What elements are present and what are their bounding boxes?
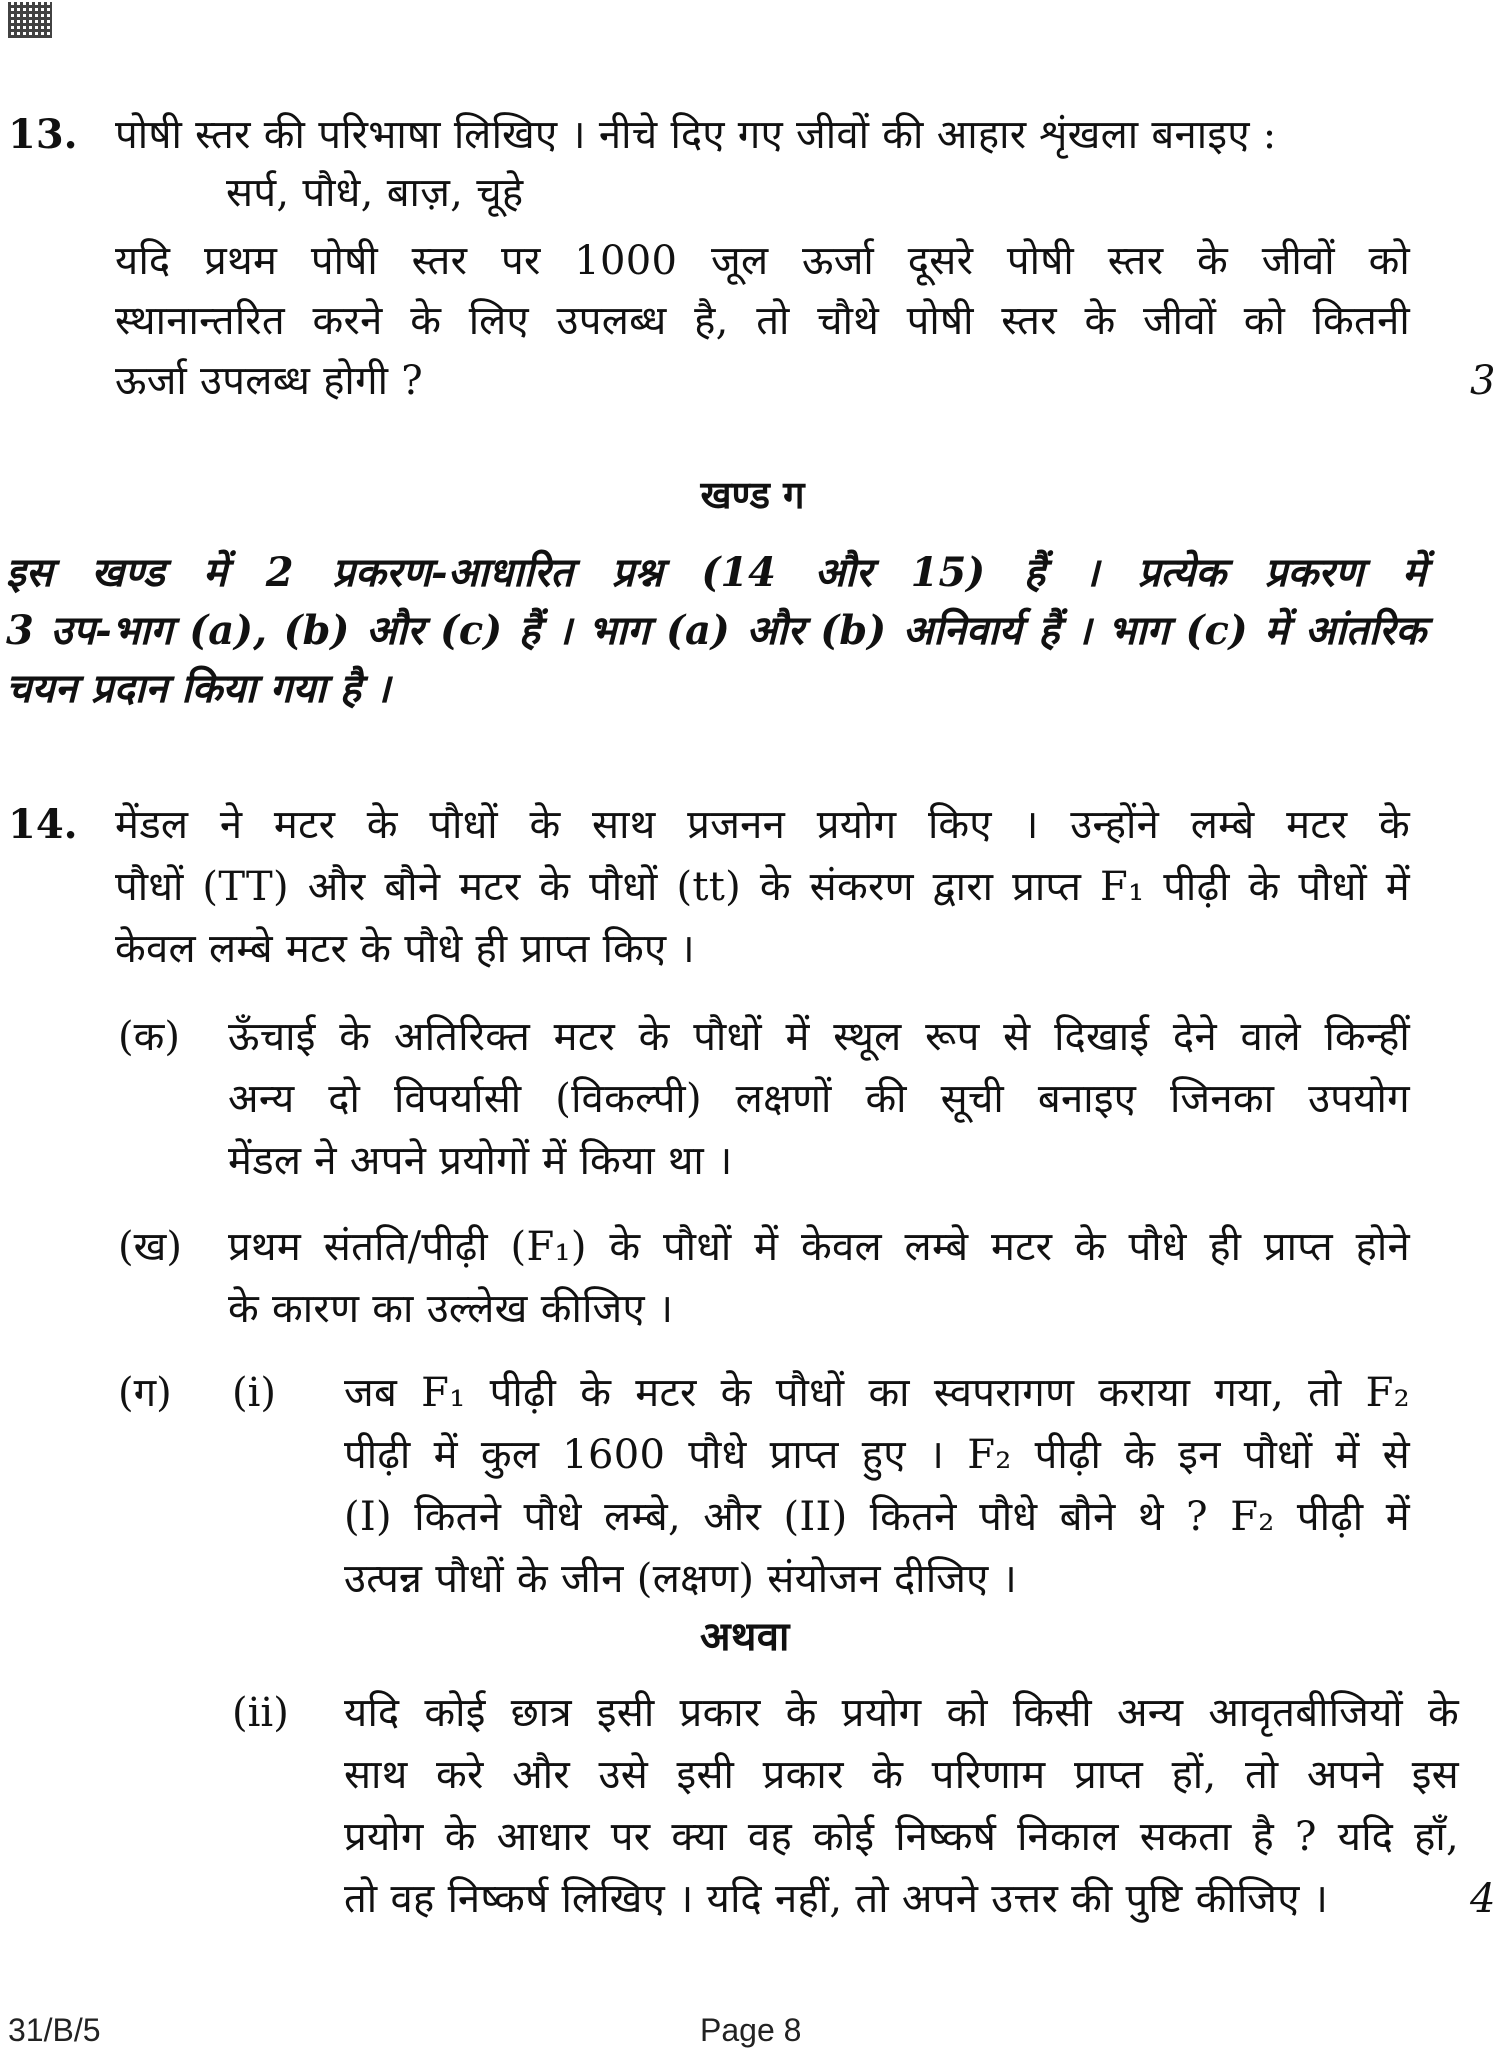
q13-organisms: सर्प, पौधे, बाज़, चूहे xyxy=(226,170,524,216)
q13-para-line3: ऊर्जा उपलब्ध होगी ? xyxy=(115,358,424,404)
q13-para-line1: यदि प्रथम पोषी स्तर पर 1000 जूल ऊर्जा दूसरे पोषी स्तर के जीवों को xyxy=(115,238,1410,284)
question-14-number: 14. xyxy=(8,801,78,848)
q13-line1: पोषी स्तर की परिभाषा लिखिए । नीचे दिए गए जीवों की आहार शृंखला बनाइए : xyxy=(115,112,1277,158)
q14-part-c-ii-line1: यदि कोई छात्र इसी प्रकार के प्रयोग को किसी अन्य आवृतबीजियों के xyxy=(344,1690,1459,1736)
q14-part-c-ii-line4: तो वह निष्कर्ष लिखिए । यदि नहीं, तो अपने उत्तर की पुष्टि कीजिए । xyxy=(344,1876,1329,1922)
section-instructions-line2: 3 उप-भाग (a), (b) और (c) हैं । भाग (a) और (b) अनिवार्य हैं । भाग (c) में आंतरिक xyxy=(6,607,1426,654)
q14-part-b-label: (ख) xyxy=(118,1224,182,1270)
question-13-number: 13. xyxy=(8,111,78,158)
qr-code xyxy=(8,2,52,38)
q14-part-c-i-line4: उत्पन्न पौधों के जीन (लक्षण) संयोजन दीजिए । xyxy=(344,1556,1018,1602)
q14-part-c-ii-line3: प्रयोग के आधार पर क्या वह कोई निष्कर्ष निकाल सकता है ? यदि हाँ, xyxy=(344,1814,1459,1860)
q14-part-c-label: (ग) xyxy=(118,1370,172,1416)
q14-intro-line2: पौधों (TT) और बौने मटर के पौधों (tt) के संकरण द्वारा प्राप्त F₁ पीढ़ी के पौधों में xyxy=(115,864,1410,910)
footer-paper-code: 31/B/5 xyxy=(8,2012,101,2048)
q14-part-c-i-line1: जब F₁ पीढ़ी के मटर के पौधों का स्वपरागण कराया गया, तो F₂ xyxy=(344,1370,1410,1416)
q14-part-c-i-line3: (I) कितने पौधे लम्बे, और (II) कितने पौधे बौने थे ? F₂ पीढ़ी में xyxy=(344,1494,1410,1540)
q13-marks: 3 xyxy=(1470,358,1496,404)
q14-part-c-ii-line2: साथ करे और उसे इसी प्रकार के परिणाम प्राप्त हों, तो अपने इस xyxy=(344,1752,1459,1798)
q14-intro-line1: मेंडल ने मटर के पौधों के साथ प्रजनन प्रयोग किए । उन्होंने लम्बे मटर के xyxy=(115,802,1410,848)
footer-page-number: Page 8 xyxy=(700,2012,802,2048)
q14-part-c-ii-label: (ii) xyxy=(232,1690,289,1736)
q14-part-b-line1: प्रथम संतति/पीढ़ी (F₁) के पौधों में केवल लम्बे मटर के पौधे ही प्राप्त होने xyxy=(228,1224,1410,1270)
section-heading: खण्ड ग xyxy=(700,472,805,517)
or-separator: अथवा xyxy=(700,1613,790,1660)
q14-part-a-line2: अन्य दो विपर्यासी (विकल्पी) लक्षणों की सूची बनाइए जिनका उपयोग xyxy=(228,1076,1410,1122)
q13-para-line2: स्थानान्तरित करने के लिए उपलब्ध है, तो चौथे पोषी स्तर के जीवों को कितनी xyxy=(115,298,1410,344)
q14-part-c-i-line2: पीढ़ी में कुल 1600 पौधे प्राप्त हुए । F₂ पीढ़ी के इन पौधों में से xyxy=(344,1432,1410,1478)
section-instructions-line1: इस खण्ड में 2 प्रकरण-आधारित प्रश्न (14 और 15) हैं । प्रत्येक प्रकरण में xyxy=(6,549,1426,596)
q14-part-a-label: (क) xyxy=(118,1014,180,1060)
q14-part-b-line2: के कारण का उल्लेख कीजिए । xyxy=(228,1286,674,1332)
q14-part-c-i-label: (i) xyxy=(232,1370,277,1416)
q14-marks: 4 xyxy=(1470,1876,1496,1922)
q14-part-a-line3: मेंडल ने अपने प्रयोगों में किया था । xyxy=(228,1138,733,1184)
q14-part-a-line1: ऊँचाई के अतिरिक्त मटर के पौधों में स्थूल रूप से दिखाई देने वाले किन्हीं xyxy=(228,1014,1410,1060)
q14-intro-line3: केवल लम्बे मटर के पौधे ही प्राप्त किए । xyxy=(115,926,695,972)
section-instructions-line3: चयन प्रदान किया गया है । xyxy=(6,665,391,712)
